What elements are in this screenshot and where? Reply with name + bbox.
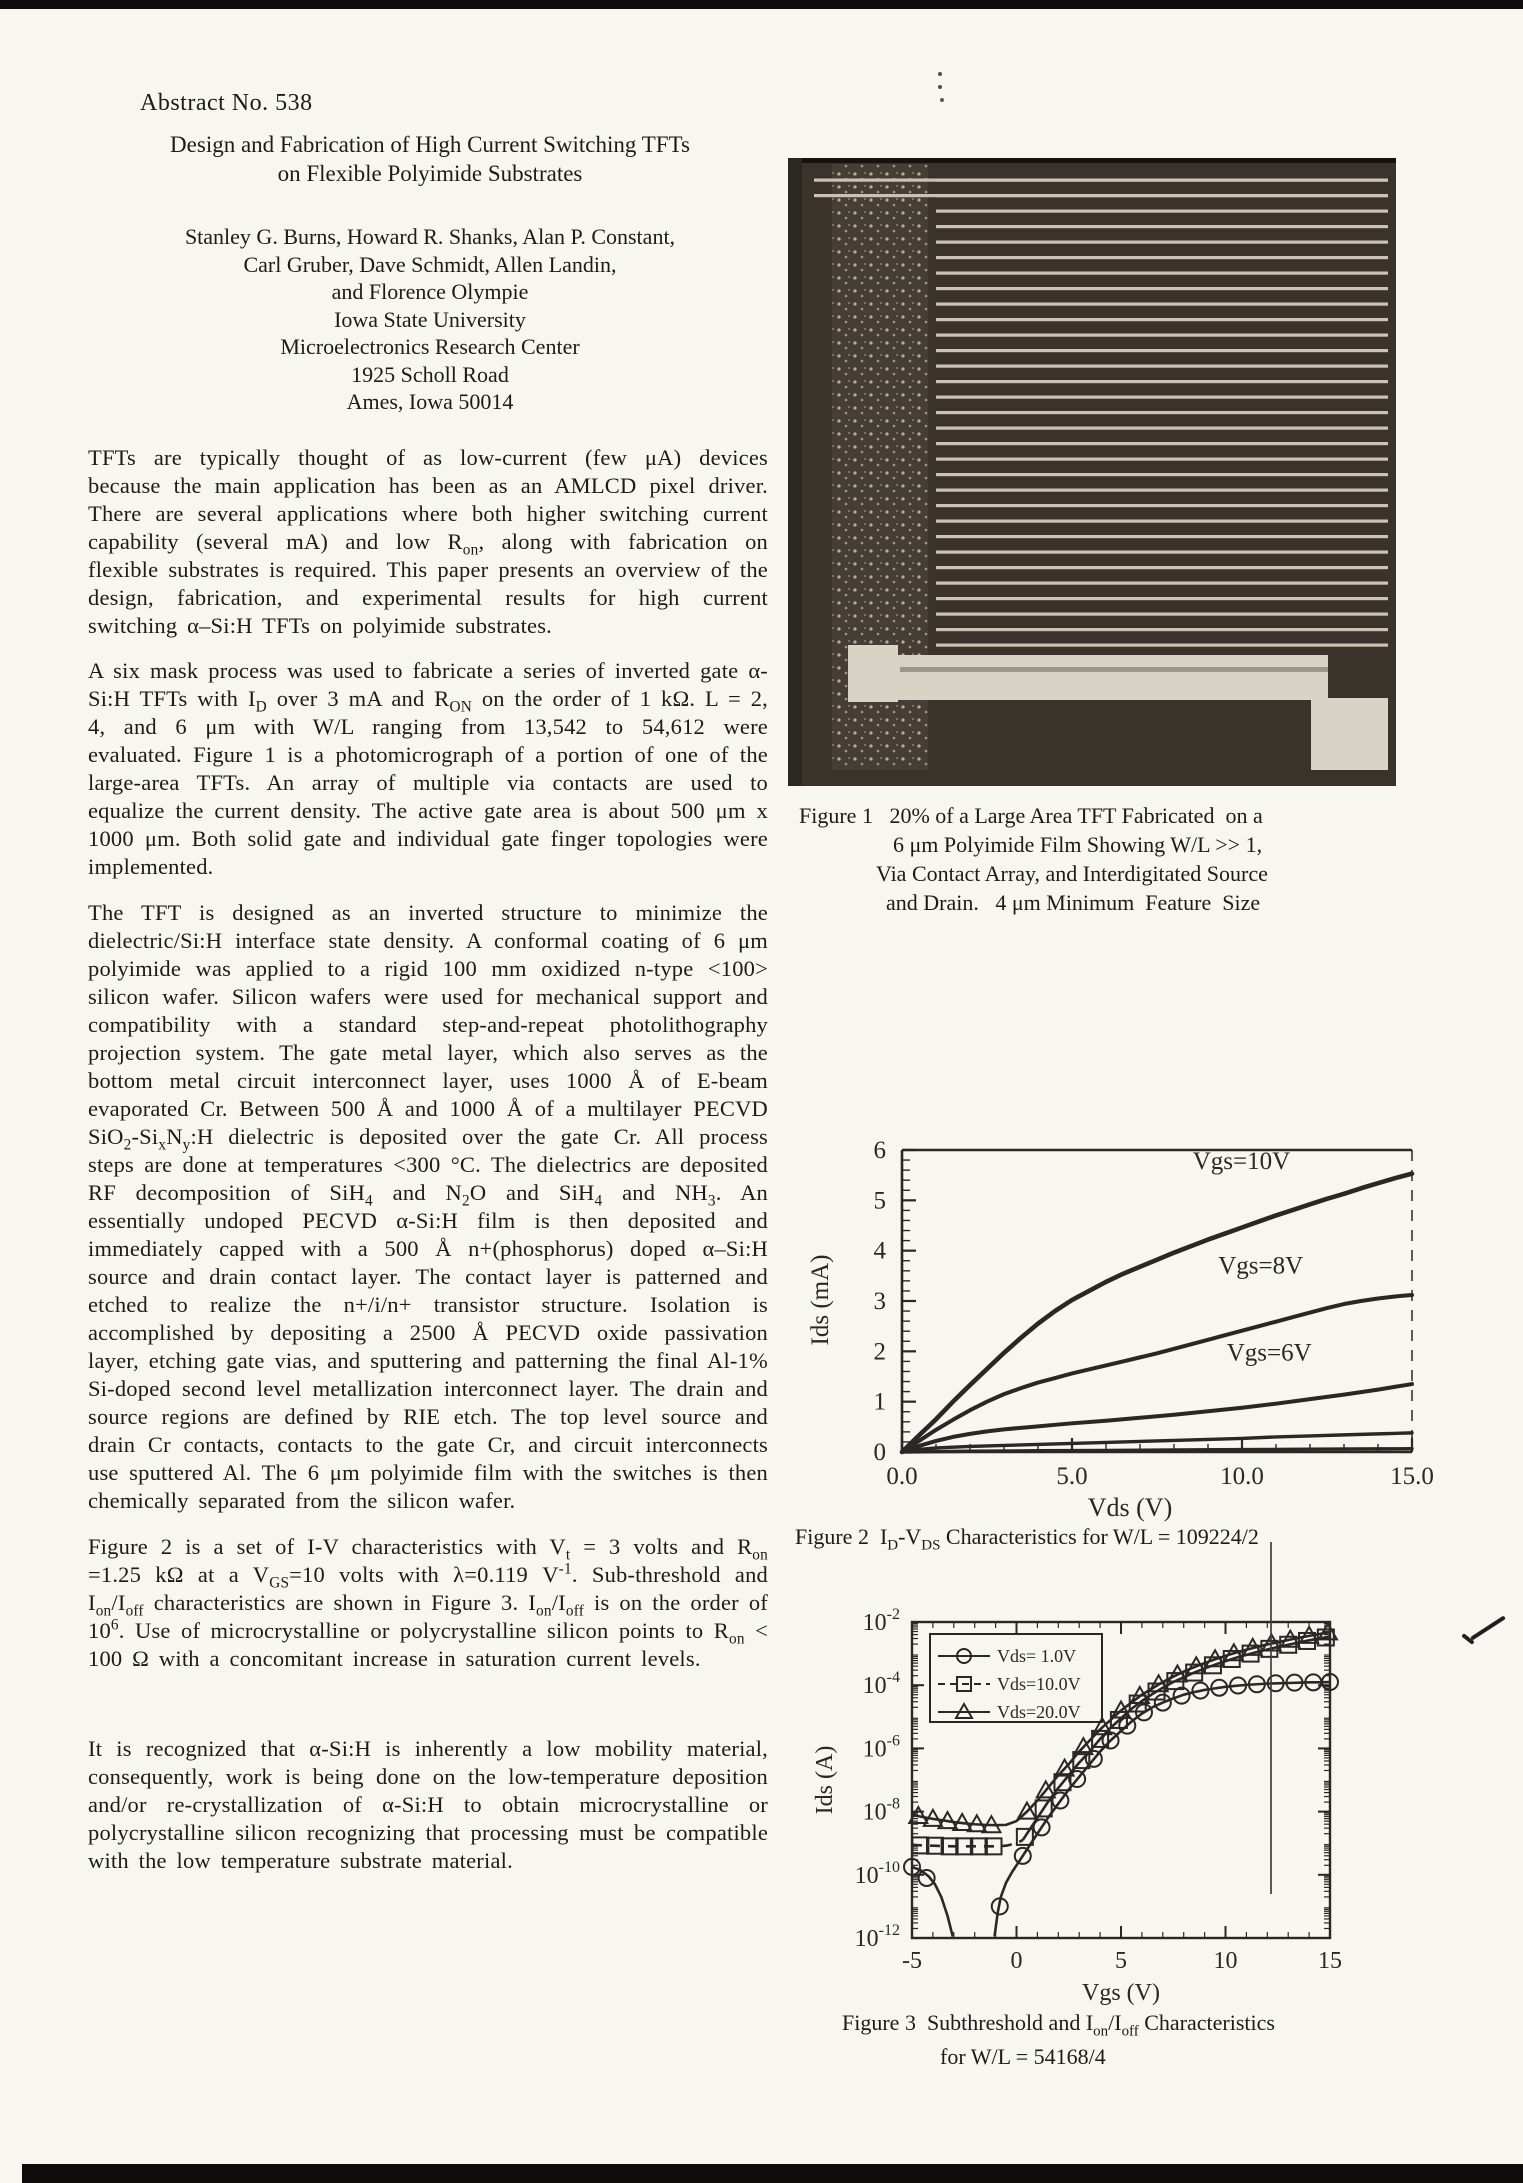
paragraph-5: It is recognized that α-Si:H is inherently a low mobility material, consequently, work is being done on the low-temperature deposition and/or re-crystallization of α-Si:H to obtain microcrystalline or polycrystalline silicon recognizing that processing must be compatible with the low temperature substrate material. <box>88 1736 768 1873</box>
figure2-plot <box>790 1100 1450 1530</box>
svg-text:5: 5 <box>873 1187 886 1215</box>
svg-text:10-12: $10^{-12}$ <box>854 1922 900 1952</box>
svg-text:15: 15 <box>1318 1948 1342 1974</box>
svg-text:2: 2 <box>873 1338 886 1366</box>
svg-text:0: 0 <box>1010 1948 1023 1974</box>
svg-text:Ids (A): Ids (A) <box>812 1745 838 1815</box>
figure2-caption: Figure 2 $I_D-V_{DS}$ Characteristics for W/L = 109224/2 <box>795 1524 1259 1554</box>
figure3-caption-line: for W/L = 54168/4 <box>940 2044 1106 2069</box>
svg-text:10-2: $10^{-2}$ <box>862 1606 900 1636</box>
author-line: Stanley G. Burns, Howard R. Shanks, Alan P. Constant, <box>184 224 676 249</box>
figure1-caption-line: Via Contact Array, and Interdigitated Source <box>876 861 1268 886</box>
svg-text:10-8: $10^{-8}$ <box>862 1795 900 1826</box>
svg-text:0: 0 <box>873 1439 886 1466</box>
svg-text:15.0: 15.0 <box>1390 1463 1434 1490</box>
svg-text:Vds=10.0V: Vds=10.0V <box>997 1674 1081 1694</box>
svg-text:1: 1 <box>873 1388 886 1416</box>
svg-text:Vds= 1.0V: Vds= 1.0V <box>997 1646 1077 1666</box>
figure1-caption-line: and Drain. 4 μm Minimum Feature Size <box>886 890 1261 915</box>
paragraph-2: A six mask process was used to fabricate a series of inverted gate α-Si:H TFTs with $I_D$ over 3 mA and $R_{ON}$ on the order of 1 kΩ. L = 2, 4, and 6 μm with W/L ranging from 13,542 to 54,612 were evaluated. Figure 1 is a photomicrograph of a portion of one of the large-area TFTs. An array of multiple via contacts are used to equalize the current density. The active gate area is about 500 μm x 1000 μm. Both solid gate and individual gate finger topologies were implemented. <box>88 658 768 879</box>
figure3-chart <box>800 1570 1440 2015</box>
scan-artifact-dots <box>938 72 942 76</box>
svg-text:3: 3 <box>873 1288 886 1315</box>
author-line: and Florence Olympie <box>331 279 529 304</box>
svg-text:10-6: $10^{-6}$ <box>862 1732 900 1763</box>
address-line: 1925 Scholl Road <box>351 361 509 387</box>
author-line: Carl Gruber, Dave Schmidt, Allen Landin, <box>243 251 617 277</box>
figure1-caption-line: Figure 1 20% of a Large Area TFT Fabricated on a <box>799 803 1263 828</box>
figure1-caption-line: 6 μm Polyimide Film Showing W/L >> 1, <box>893 832 1263 857</box>
author-block <box>88 223 772 416</box>
figure1-photomicrograph <box>788 158 1396 786</box>
paragraph-1: TFTs are typically thought of as low-current (few μA) devices because the main application has been as an AMLCD pixel driver. There are several applications where both higher switching current capability (several mA) and low $R_{on}$, along with fabrication on flexible substrates is required. This paper presents an overview of the design, fabrication, and experimental results for high current switching α–Si:H TFTs on polyimide substrates. <box>88 445 768 638</box>
paragraph-4: Figure 2 is a set of I-V characteristics with $V_t = 3$ volts and $R_{on} =1.25$ kΩ at a $V_{GS}=10$ volts with λ=0.119 $V^{-1}$. Sub-threshold and $I_{on}/I_{off}$ characteristics are shown in Figure 3. $I_{on}/I_{off}$ is on the order of $10^6$. Use of microcrystalline or polycrystalline silicon points to $R_{on} < 100$ Ω with a concomitant increase in saturation current levels. <box>88 1534 769 1671</box>
figure2-chart <box>790 1100 1450 1535</box>
svg-text:10: 10 <box>1213 1948 1238 1974</box>
affiliation-line: Iowa State University <box>334 306 526 332</box>
svg-text:-5: -5 <box>902 1948 922 1974</box>
svg-text:Vds (V): Vds (V) <box>1087 1493 1173 1522</box>
svg-text:10.0: 10.0 <box>1220 1463 1264 1490</box>
paragraph-3: The TFT is designed as an inverted structure to minimize the dielectric/Si:H interface state density. A conformal coating of 6 μm polyimide was applied to a rigid 100 mm oxidized n-type <100> silicon wafer. Silicon wafers were used for mechanical support and compatibility with a standard step-and-repeat photolithography projection system. The gate metal layer, which also serves as the bottom metal circuit interconnect layer, uses 1000 Å of E-beam evaporated Cr. Between 500 Å and 1000 Å of a multilayer PECVD $SiO_2-Si_xN_y:H$ dielectric is deposited over the gate Cr. All process steps are done at temperatures <300 °C. The dielectrics are deposited RF decomposition of SiH$_4$ and $N_2O$ and SiH$_4$ and $NH_3$. An essentially undoped PECVD α-Si:H film is then deposited and immediately capped with a 500 Å n+(phosphorus) doped α–Si:H source and drain contact layer. The contact layer is patterned and etched to realize the n+/i/n+ transistor structure. Isolation is accomplished by depositing a 2500 Å PECVD oxide passivation layer, etching gate vias, and sputtering and patterning the final Al-1% Si-doped second level metallization interconnect layer. The drain and source regions are defined by RIE etch. The top level source and drain Cr contacts, contacts to the gate Cr, and circuit interconnects use sputtered Al. The 6 μm polyimide film with the switches is then chemically separated from the silicon wafer. <box>88 900 768 1513</box>
affiliation-line: Microelectronics Research Center <box>280 334 580 359</box>
paper-title-line2: on Flexible Polyimide Substrates <box>277 161 583 186</box>
svg-text:5.0: 5.0 <box>1056 1463 1088 1490</box>
svg-text:10-10: $10^{-10}$ <box>854 1858 900 1889</box>
svg-text:Vgs (V): Vgs (V) <box>1082 1980 1160 2006</box>
svg-text:10-4: $10^{-4}$ <box>862 1669 900 1700</box>
scan-artifact-checkmark <box>1470 1615 1506 1640</box>
scan-artifact-top-bar <box>0 0 1523 9</box>
body-text-column <box>88 444 768 1875</box>
paper-title-line1: Design and Fabrication of High Current Switching TFTs <box>170 132 690 157</box>
svg-text:Vgs=10V: Vgs=10V <box>1192 1148 1291 1176</box>
scan-artifact-vertical-line <box>1270 1542 1272 1894</box>
paper-title <box>88 130 772 188</box>
svg-text:Vgs=6V: Vgs=6V <box>1226 1339 1312 1367</box>
svg-text:6: 6 <box>873 1137 886 1164</box>
address-line: Ames, Iowa 50014 <box>346 389 514 414</box>
scan-artifact-bottom-bar <box>22 2164 1523 2183</box>
figure3-caption-line: Figure 3 Subthreshold and $I_{on}/I_{off}$ Characteristics <box>842 2010 1275 2040</box>
svg-text:Ids (mA): Ids (mA) <box>807 1254 834 1346</box>
svg-text:5: 5 <box>1115 1948 1127 1974</box>
svg-text:Vds=20.0V: Vds=20.0V <box>997 1702 1081 1722</box>
svg-text:Vgs=8V: Vgs=8V <box>1218 1252 1304 1280</box>
svg-text:0.0: 0.0 <box>886 1463 918 1490</box>
svg-text:4: 4 <box>873 1237 886 1265</box>
abstract-number: Abstract No. 538 <box>140 90 313 116</box>
figure3-plot <box>800 1570 1440 2010</box>
